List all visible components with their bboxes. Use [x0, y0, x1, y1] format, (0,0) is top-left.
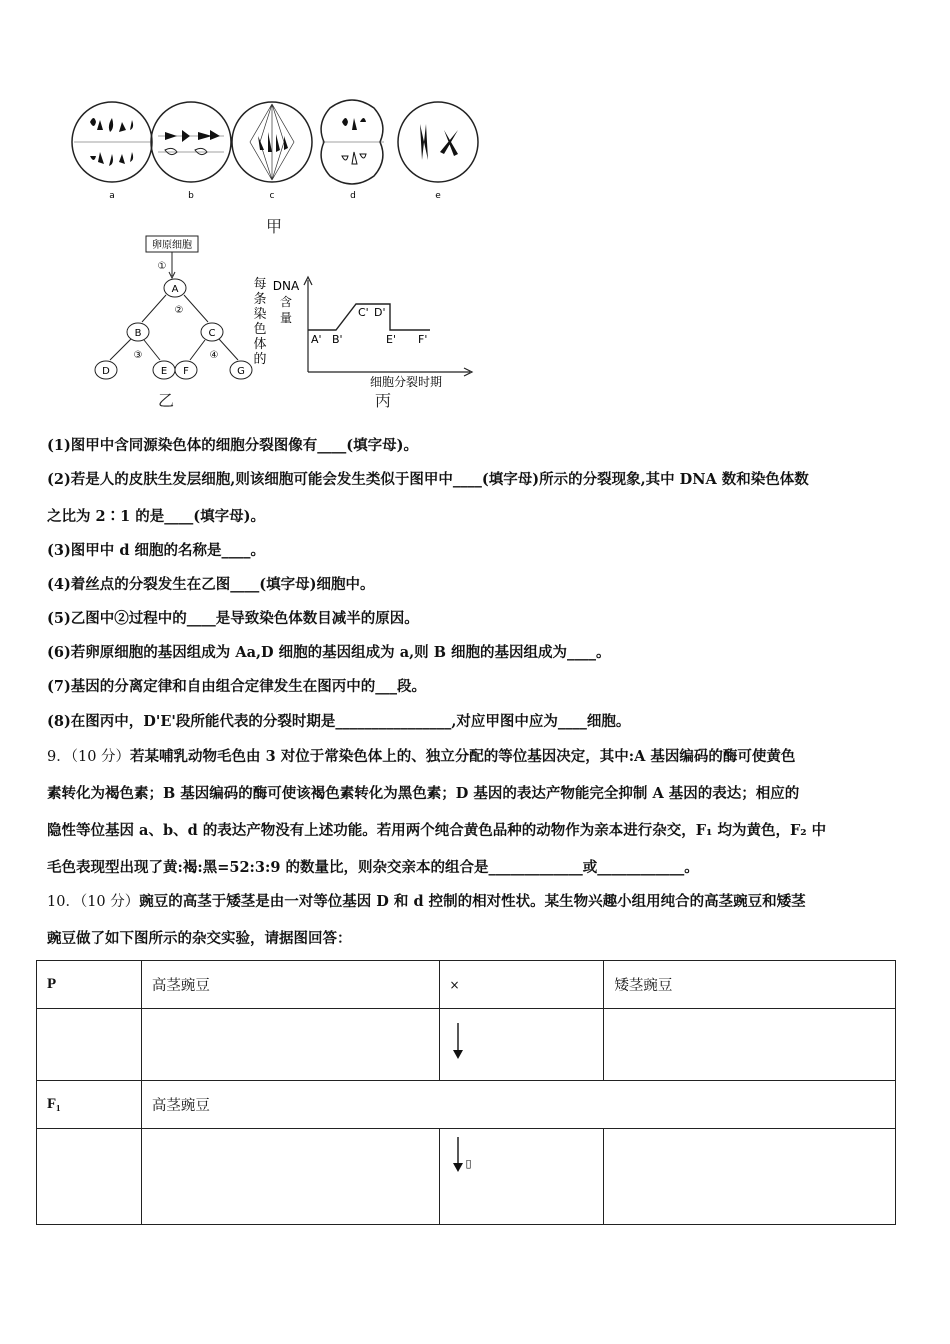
- parent-tall: 高茎豌豆: [141, 961, 439, 1009]
- svg-text:条: 条: [253, 292, 267, 307]
- label-f1: F₁: [37, 1081, 142, 1129]
- question-8-2b: 之比为 2∶1 的是____(填字母)。: [47, 508, 265, 525]
- dna-curve: [308, 304, 430, 330]
- question-9-line-1: 9．（10 分）若某哺乳动物毛色由 3 对位于常染色体上的、独立分配的等位基因决定，其中:A 基因编码的酶可使黄色: [47, 748, 796, 765]
- svg-text:①: ①: [157, 261, 167, 272]
- self-cross-mark: ▯: [465, 1157, 472, 1170]
- parent-short: 矮茎豌豆: [604, 961, 896, 1009]
- svg-text:B: B: [134, 328, 142, 339]
- row-arrow-1: [37, 1009, 896, 1081]
- svg-text:染: 染: [253, 307, 267, 322]
- svg-text:量: 量: [279, 311, 293, 325]
- question-9-line-4: 毛色表现型出现了黄:褐:黑=52:3:9 的数量比，则杂交亲本的组合是_____________或____________。: [47, 859, 699, 876]
- question-8-3: (3)图甲中 d 细胞的名称是____。: [47, 542, 266, 559]
- arrow-down-icon: [439, 1009, 604, 1081]
- svg-text:体: 体: [253, 337, 267, 352]
- point-e: E': [386, 333, 396, 346]
- x-axis-label: 细胞分裂时期: [370, 375, 443, 389]
- svg-text:C: C: [208, 328, 216, 339]
- figure-bing-caption: 丙: [375, 391, 392, 410]
- point-f: F': [418, 333, 428, 346]
- svg-text:A: A: [171, 284, 179, 295]
- cell-label-d: d: [350, 191, 356, 201]
- cell-e: [398, 102, 478, 182]
- question-9-line-3: 隐性等位基因 a、b、d 的表达产物没有上述功能。若用两个纯合黄色品种的动物作为亲本进行杂交，F₁ 均为黄色，F₂ 中: [47, 822, 827, 839]
- cell-label-c: c: [269, 191, 275, 201]
- cell-label-e: e: [435, 191, 441, 201]
- f1-tall: 高茎豌豆: [141, 1081, 895, 1129]
- svg-text:②: ②: [174, 305, 184, 316]
- row-arrow-2: [37, 1129, 896, 1225]
- cell-c: [232, 102, 312, 182]
- question-8-1: (1)图甲中含同源染色体的细胞分裂图像有____(填字母)。: [47, 437, 419, 454]
- figure-yi-caption: 乙: [158, 391, 175, 410]
- svg-text:色: 色: [253, 322, 267, 337]
- svg-text:F: F: [183, 366, 189, 377]
- point-c: C': [358, 306, 369, 319]
- row-p: [37, 961, 896, 1009]
- svg-text:卵原细胞: 卵原细胞: [152, 240, 192, 251]
- svg-text:④: ④: [209, 350, 219, 361]
- svg-text:E: E: [160, 366, 168, 377]
- point-d: D': [374, 306, 386, 319]
- arrow-down-self-icon: [439, 1129, 604, 1225]
- cell-label-b: b: [188, 191, 194, 201]
- figure-jia-caption: 甲: [266, 217, 283, 236]
- svg-text:DNA: DNA: [272, 279, 300, 293]
- figure-yi: [86, 232, 266, 384]
- svg-text:G: G: [237, 366, 245, 377]
- svg-text:D: D: [102, 366, 110, 377]
- question-8-2a: (2)若是人的皮肤生发层细胞,则该细胞可能会发生类似于图甲中____(填字母)所示的分裂现象,其中 DNA 数和染色体数: [47, 471, 809, 488]
- question-8-7: (7)基因的分离定律和自由组合定律发生在图丙中的___段。: [47, 678, 427, 695]
- question-10-line-1: 10．（10 分）豌豆的高茎于矮茎是由一对等位基因 D 和 d 控制的相对性状。某生物兴趣小组用纯合的高茎豌豆和矮茎: [47, 893, 806, 910]
- question-8-4: (4)着丝点的分裂发生在乙图____(填字母)细胞中。: [47, 576, 375, 593]
- question-9-number: 9．（10 分）: [47, 749, 131, 765]
- question-8-5: (5)乙图中②过程中的____是导致染色体数目减半的原因。: [47, 610, 419, 627]
- question-10-line-2: 豌豆做了如下图所示的杂交实验，请据图回答：: [47, 930, 352, 947]
- svg-text:每: 每: [253, 277, 267, 292]
- cell-label-a: a: [109, 191, 115, 201]
- cell-b: [151, 102, 231, 182]
- question-10-number: 10．（10 分）: [47, 894, 140, 910]
- cell-d: [321, 100, 384, 184]
- row-f1: [37, 1081, 896, 1129]
- point-a: A': [311, 333, 322, 346]
- figure-bing: [248, 272, 478, 390]
- question-8-8: (8)在图丙中，D'E'段所能代表的分裂时期是________________,对应甲图中应为____细胞。: [47, 713, 631, 730]
- question-9-line-2: 素转化为褐色素；B 基因编码的酶可使该褐色素转化为黑色素；D 基因的表达产物能完全抑制 A 基因的表达；相应的: [47, 785, 800, 802]
- cross-table: [36, 960, 896, 1225]
- svg-text:含: 含: [279, 295, 293, 309]
- cell-a: [72, 102, 152, 182]
- svg-text:③: ③: [133, 350, 143, 361]
- point-b: B': [332, 333, 343, 346]
- label-p: P: [37, 961, 142, 1009]
- svg-text:的: 的: [253, 352, 267, 367]
- question-8-6: (6)若卵原细胞的基因组成为 Aa,D 细胞的基因组成为 a,则 B 细胞的基因组成为____。: [47, 644, 611, 661]
- figure-jia: [60, 92, 500, 214]
- cross-symbol: ×: [439, 961, 604, 1009]
